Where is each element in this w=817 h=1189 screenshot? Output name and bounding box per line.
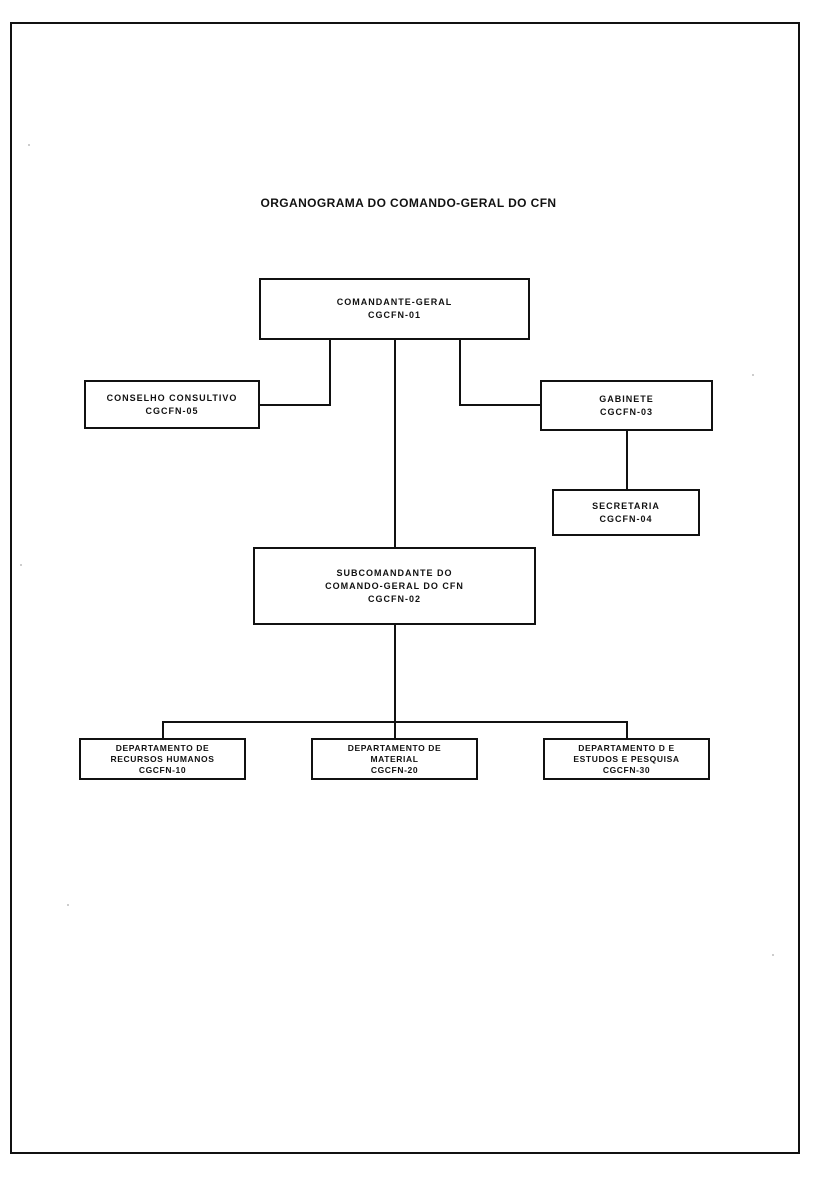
scan-speck: [67, 904, 69, 906]
node-code: CGCFN-03: [599, 406, 653, 417]
node-code: CGCFN-10: [138, 764, 187, 775]
connector-cg-to-subcomandante: [394, 340, 396, 548]
node-label: SECRETARIA: [592, 500, 660, 511]
node-label-line2: ESTUDOS E PESQUISA: [573, 753, 680, 764]
scan-speck: [752, 374, 754, 376]
node-secretaria[interactable]: [552, 489, 700, 536]
connector-bus-to-drh: [162, 721, 164, 739]
node-code: CGCFN-01: [367, 310, 421, 320]
node-code: CGCFN-30: [602, 764, 651, 775]
node-label-line2: MATERIAL: [370, 753, 419, 764]
connector-subcomandante-to-bus: [394, 624, 396, 722]
node-departamento-estudos-pesquisa[interactable]: [543, 738, 710, 780]
node-code: CGCFN-04: [599, 513, 653, 524]
connector-bus-to-dep: [626, 721, 628, 739]
node-comandante-geral[interactable]: [259, 278, 530, 340]
connector-cg-right-vertical: [459, 340, 461, 405]
node-label: COMANDANTE-GERAL: [336, 297, 453, 307]
scan-speck: [20, 564, 22, 566]
scan-speck: [28, 144, 30, 146]
node-code: CGCFN-02: [367, 593, 421, 604]
node-departamento-material[interactable]: [311, 738, 478, 780]
page-title: ORGANOGRAMA DO COMANDO-GERAL DO CFN: [260, 196, 557, 210]
node-conselho-consultivo[interactable]: [84, 380, 260, 429]
node-subcomandante[interactable]: [253, 547, 536, 625]
connector-cg-left-vertical: [329, 340, 331, 405]
connector-gabinete-to-secretaria: [626, 430, 628, 490]
node-label-line1: DEPARTAMENTO DE: [347, 742, 442, 753]
node-label-line2: RECURSOS HUMANOS: [110, 753, 215, 764]
node-code: CGCFN-20: [370, 764, 419, 775]
connector-bus-to-dmat: [394, 721, 396, 739]
node-gabinete[interactable]: [540, 380, 713, 431]
connector-cg-to-gabinete: [459, 404, 541, 406]
node-label: GABINETE: [599, 393, 654, 404]
node-label-line1: DEPARTAMENTO DE: [115, 742, 210, 753]
scan-speck: [772, 954, 774, 956]
node-label-line2: COMANDO-GERAL DO CFN: [325, 580, 464, 591]
node-label-line1: DEPARTAMENTO D E: [578, 742, 675, 753]
node-label-line1: SUBCOMANDANTE DO: [336, 567, 453, 578]
connector-cg-to-conselho: [259, 404, 331, 406]
node-label: CONSELHO CONSULTIVO: [106, 392, 238, 403]
node-code: CGCFN-05: [145, 405, 199, 416]
node-departamento-recursos-humanos[interactable]: [79, 738, 246, 780]
